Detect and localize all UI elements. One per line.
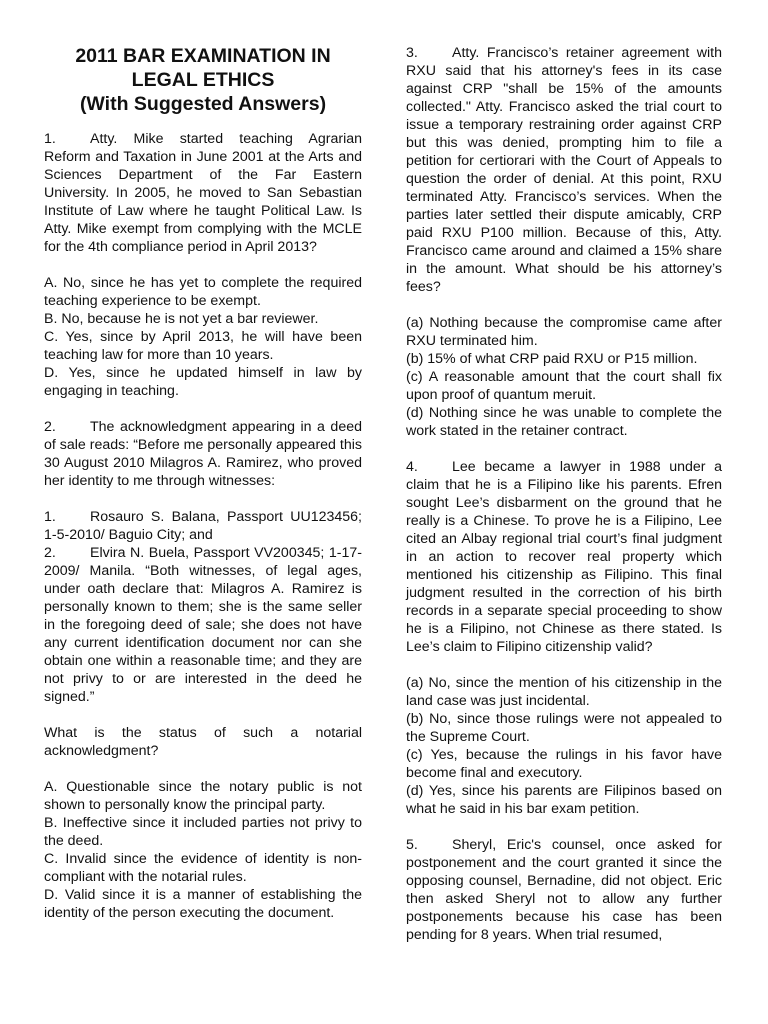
left-column — [44, 44, 362, 940]
question-4 — [406, 458, 722, 656]
option-a: (a) Nothing because the compromise came after RXU terminated him. — [406, 315, 722, 349]
question-2-followup: What is the status of such a notarial acknowledgment? — [44, 725, 362, 759]
question-text: The acknowledgment appearing in a deed of sale reads: “Before me personally appeared this 30 August 2010 Milagros A. Ramirez, who proved her identity to me through witnesses: — [44, 419, 362, 489]
witness-1 — [44, 508, 362, 544]
option-d: (d) Yes, since his parents are Filipinos based on what he said in his bar exam petition. — [406, 783, 722, 817]
title-line-2: LEGAL ETHICS — [131, 69, 275, 91]
title-line-3: (With Suggested Answers) — [79, 93, 327, 115]
document-title — [44, 44, 362, 116]
option-a: A. Questionable since the notary public is not shown to personally know the principal party. — [44, 779, 362, 813]
question-text: Sheryl, Eric's counsel, once asked for postponement and the court granted it since the opposing counsel, Bernadine, did not object. Eric then asked Sheryl not to allow any further postponements because his case has been pending for 8 years. When trial resumed, — [406, 837, 722, 943]
option-c: C. Yes, since by April 2013, he will have been teaching law for more than 10 years. — [44, 329, 362, 363]
option-a: (a) No, since the mention of his citizenship in the land case was just incidental. — [406, 675, 722, 709]
question-3 — [406, 44, 722, 296]
witness-number: 1. — [44, 509, 56, 525]
option-c: (c) Yes, because the rulings in his favor have become final and executory. — [406, 747, 722, 781]
question-text: Lee became a lawyer in 1988 under a claim that he is a Filipino like his parents. Efren sought Lee’s disbarment on the ground that he really is a Chinese. To prove he is a Filipino, Lee cited an Albay regional trial court’s final judgment in an action to recover real property which mentioned his citizenship as Filipino. This final judgment resulted in the correction of his birth records in a separate special proceeding to show he is a Filipino, not Chinese as there stated. Is Lee’s claim to Filipino citizenship valid? — [406, 459, 722, 655]
option-b: (b) 15% of what CRP paid RXU or P15 million. — [406, 351, 698, 367]
option-c: C. Invalid since the evidence of identity is non-compliant with the notarial rules. — [44, 851, 362, 885]
title-line-1: 2011 BAR EXAMINATION IN — [75, 45, 331, 67]
question-number: 2. — [44, 419, 56, 435]
question-2-options — [44, 778, 362, 922]
option-d: D. Valid since it is a manner of establishing the identity of the person executing the document. — [44, 887, 362, 921]
question-text: Atty. Francisco’s retainer agreement with RXU said that his attorney's fees in its case against CRP "shall be 15% of the amounts collected." Atty. Francisco asked the trial court to issue a temporary restraining order against CRP but this was denied, prompting him to file a petition for certiorari with the Court of Appeals to question the order of denial. At this point, RXU terminated Atty. Francisco’s services. When the parties later settled their dispute amicably, CRP paid RXU P100 million. Because of this, Atty. Francisco came around and claimed a 15% share in the amount. What should be his attorney’s fees? — [406, 45, 722, 295]
witness-text: Rosauro S. Balana, Passport UU123456; 1-5-2010/ Baguio City; and — [44, 509, 362, 543]
question-1-options — [44, 274, 362, 400]
option-d: D. Yes, since he updated himself in law by engaging in teaching. — [44, 365, 362, 399]
question-number: 3. — [406, 45, 418, 61]
question-number: 1. — [44, 131, 56, 147]
witness-2 — [44, 544, 362, 706]
question-5 — [406, 836, 722, 944]
witness-text: Elvira N. Buela, Passport VV200345; 1-17-2009/ Manila. “Both witnesses, of legal ages, under oath declare that: Milagros A. Ramirez is personally known to them; she is the same seller in the foregoing deed of sale; she does not have any current identification document nor can she obtain one within a reasonable time; and they are not privy to or are interested in the deed he signed.” — [44, 545, 362, 705]
option-c: (c) A reasonable amount that the court shall fix upon proof of quantum meruit. — [406, 369, 722, 403]
question-1 — [44, 130, 362, 256]
right-column — [406, 44, 722, 962]
option-b: B. No, because he is not yet a bar reviewer. — [44, 311, 319, 327]
option-b: (b) No, since those rulings were not appealed to the Supreme Court. — [406, 711, 722, 745]
witness-list — [44, 508, 362, 706]
question-number: 5. — [406, 837, 418, 853]
option-b: B. Ineffective since it included parties not privy to the deed. — [44, 815, 362, 849]
question-number: 4. — [406, 459, 418, 475]
option-a: A. No, since he has yet to complete the required teaching experience to be exempt. — [44, 275, 362, 309]
question-4-options — [406, 674, 722, 818]
option-d: (d) Nothing since he was unable to complete the work stated in the retainer contract. — [406, 405, 722, 439]
witness-number: 2. — [44, 545, 56, 561]
question-2 — [44, 418, 362, 490]
question-text: Atty. Mike started teaching Agrarian Reform and Taxation in June 2001 at the Arts and Sciences Department of the Far Eastern University. In 2005, he moved to San Sebastian Institute of Law where he taught Political Law. Is Atty. Mike exempt from complying with the MCLE for the 4th compliance period in April 2013? — [44, 131, 362, 255]
question-3-options — [406, 314, 722, 440]
